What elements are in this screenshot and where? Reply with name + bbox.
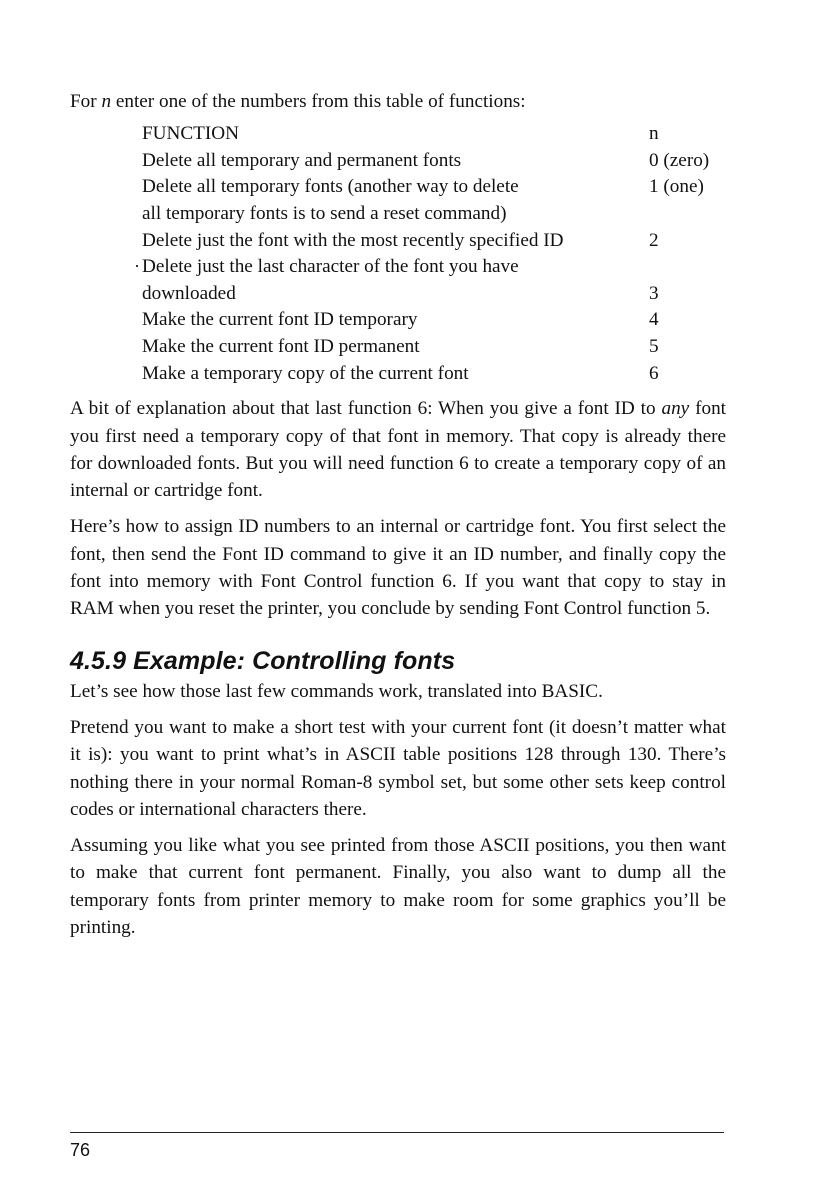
row-n: 6: [649, 362, 659, 384]
table-row: [142, 281, 709, 308]
row-function: Make the current font ID temporary: [142, 309, 418, 331]
row-function: Delete all temporary fonts (another way to delete: [142, 176, 519, 198]
table-row: [142, 254, 709, 281]
row-n: 4: [649, 309, 659, 331]
table-row: [142, 228, 709, 255]
row-n: 3: [649, 282, 659, 304]
row-function: Delete just the font with the most recently specified ID: [142, 229, 564, 251]
row-n: 5: [649, 336, 659, 358]
document-page: [70, 88, 726, 950]
row-function: downloaded: [142, 282, 236, 304]
paragraph-function-6: [70, 395, 726, 504]
row-function: Make a temporary copy of the current font: [142, 362, 469, 384]
row-n: 1 (one): [649, 176, 704, 198]
intro-text-end: enter one of the numbers from this table of functions:: [111, 91, 526, 112]
paragraph-assign-id: Here’s how to assign ID numbers to an internal or cartridge font. You first select the font, then send the Font ID command to give it an ID number, and finally copy the font into memory with Font Control function 6. If you want that copy to stay in RAM when you reset the printer, you conclude by sending Font Control function 5.: [70, 516, 726, 620]
table-row: [142, 174, 709, 201]
table-row: [142, 201, 709, 228]
row-n: 2: [649, 229, 659, 251]
paragraph-text: A bit of explanation about that last function 6: When you give a font ID to: [70, 398, 662, 420]
paragraph-short-test: Pretend you want to make a short test with your current font (it doesn’t matter what it is): you want to print what’s in ASCII table positions 128 through 130. There’s nothing there in your normal Roman-8 symbol set, but some other sets keep control codes or international characters there.: [70, 716, 726, 820]
page-number: 76: [70, 1140, 91, 1160]
intro-variable-n: n: [101, 91, 112, 112]
row-function: [142, 254, 647, 281]
intro-text-start: For: [70, 91, 102, 112]
paragraph-text: font you first need a temporary copy of that font in memory. That copy is already there for downloaded fonts. But you will need function 6 to create a temporary copy of an internal or cartridge font.: [70, 398, 726, 502]
table-row: [142, 361, 709, 388]
row-function-text: Delete just the last character of the font you have: [142, 256, 519, 278]
row-function: all temporary fonts is to send a reset command): [142, 203, 507, 225]
function-table-header: [142, 121, 709, 148]
section-heading: 4.5.9 Example: Controlling fonts: [70, 646, 456, 675]
row-n: [647, 201, 709, 228]
row-n: 0 (zero): [649, 149, 710, 171]
intro-text: [70, 88, 726, 115]
table-row: [142, 334, 709, 361]
header-n: n: [649, 123, 659, 145]
footer-divider: [70, 1132, 724, 1133]
table-row: [142, 307, 709, 334]
emphasis-any: any: [661, 398, 690, 420]
header-function: FUNCTION: [142, 123, 240, 145]
row-n: [647, 254, 709, 281]
function-table: [142, 121, 709, 387]
row-function: Delete all temporary and permanent fonts: [142, 149, 462, 171]
row-function: Make the current font ID permanent: [142, 336, 420, 358]
paragraph-permanent: Assuming you like what you see printed from those ASCII positions, you then want to make that current font permanent. Finally, you also want to dump all the temporary fonts from printer memory to make room for some graphics you’ll be printing.: [70, 835, 726, 938]
paragraph-basic: Let’s see how those last few commands work, translated into BASIC.: [70, 680, 603, 702]
table-row: [142, 148, 709, 175]
